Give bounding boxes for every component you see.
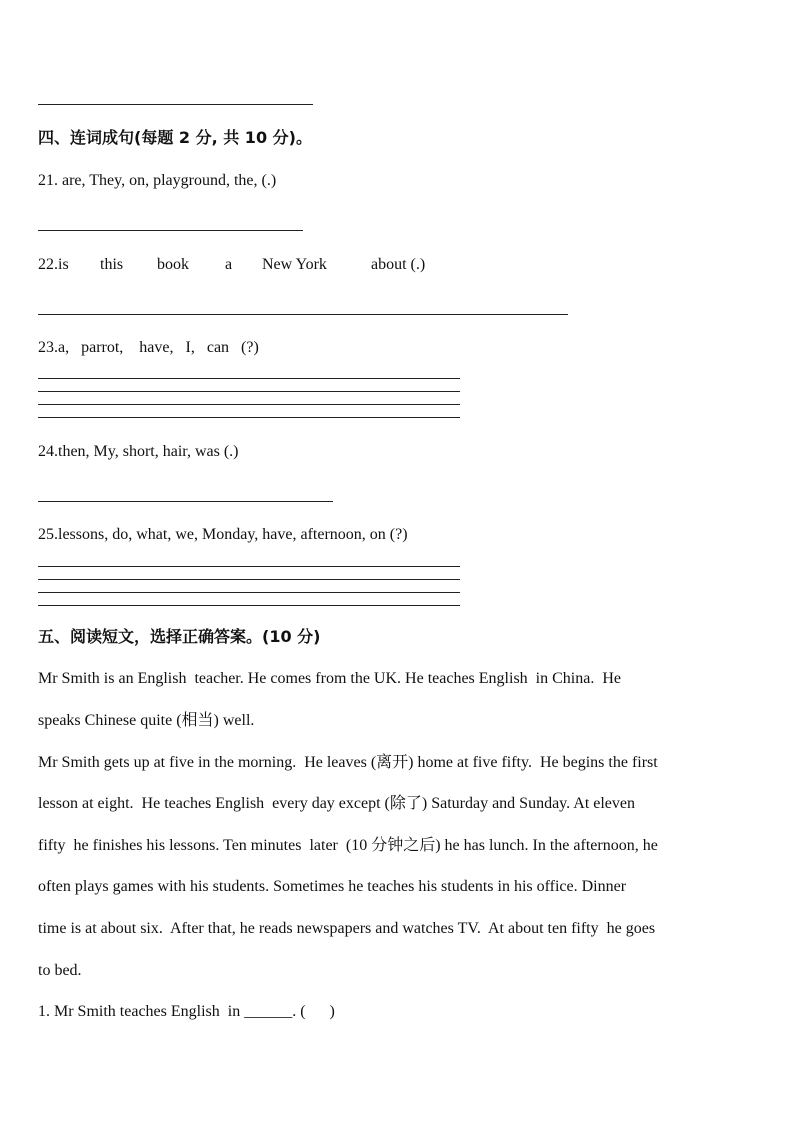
passage-line-5: fifty he finishes his lessons. Ten minutes later (10 分钟之后) he has lunch. In the afternoon, he <box>38 837 658 854</box>
passage-line-1: Mr Smith is an English teacher. He comes from the UK. He teaches English in China. He <box>38 670 621 687</box>
section5-title: 五、阅读短文，选择正确答案。(10 分) <box>38 627 321 646</box>
question-23: 23.a, parrot, have, I, can (?) <box>38 339 259 356</box>
answer-line-23-c[interactable] <box>38 404 460 405</box>
question-24: 24.then, My, short, hair, was (.) <box>38 443 239 460</box>
question-25: 25.lessons, do, what, we, Monday, have, afternoon, on (?) <box>38 526 408 543</box>
answer-line-23-b[interactable] <box>38 391 460 392</box>
q22-number: 22. <box>38 256 58 273</box>
q22-word-1: is <box>58 256 69 273</box>
passage-line-2: speaks Chinese quite (相当) well. <box>38 712 255 729</box>
answer-line-top <box>38 104 313 105</box>
question-1: 1. Mr Smith teaches English in ______. ( ) <box>38 1003 335 1020</box>
answer-line-25-a[interactable] <box>38 566 460 567</box>
answer-line-25-d[interactable] <box>38 605 460 606</box>
passage-line-4: lesson at eight. He teaches English every day except (除了) Saturday and Sunday. At eleven <box>38 795 636 812</box>
answer-line-23-d[interactable] <box>38 417 460 418</box>
passage-line-3: Mr Smith gets up at five in the morning. He leaves (离开) home at five fifty. He begins the first <box>38 754 658 771</box>
answer-line-22[interactable] <box>38 314 568 315</box>
q22-word-6: about (.) <box>371 256 426 273</box>
q22-word-5: New York <box>262 256 327 273</box>
section4-title: 四、连词成句(每题 2 分, 共 10 分)。 <box>38 128 312 147</box>
answer-line-23-a[interactable] <box>38 378 460 379</box>
answer-line-25-c[interactable] <box>38 592 460 593</box>
passage-line-8: to bed. <box>38 962 82 979</box>
answer-line-25-b[interactable] <box>38 579 460 580</box>
passage-line-7: time is at about six. After that, he reads newspapers and watches TV. At about ten fifty he goes <box>38 920 656 937</box>
question-21: 21. are, They, on, playground, the, (.) <box>38 172 277 189</box>
passage-line-6: often plays games with his students. Sometimes he teaches his students in his office. Dinner <box>38 878 627 895</box>
q22-word-4: a <box>225 256 233 273</box>
answer-line-21[interactable] <box>38 230 303 231</box>
q22-word-3: book <box>157 256 189 273</box>
q22-word-2: this <box>100 256 124 273</box>
answer-line-24[interactable] <box>38 501 333 502</box>
question-22 <box>38 255 425 275</box>
